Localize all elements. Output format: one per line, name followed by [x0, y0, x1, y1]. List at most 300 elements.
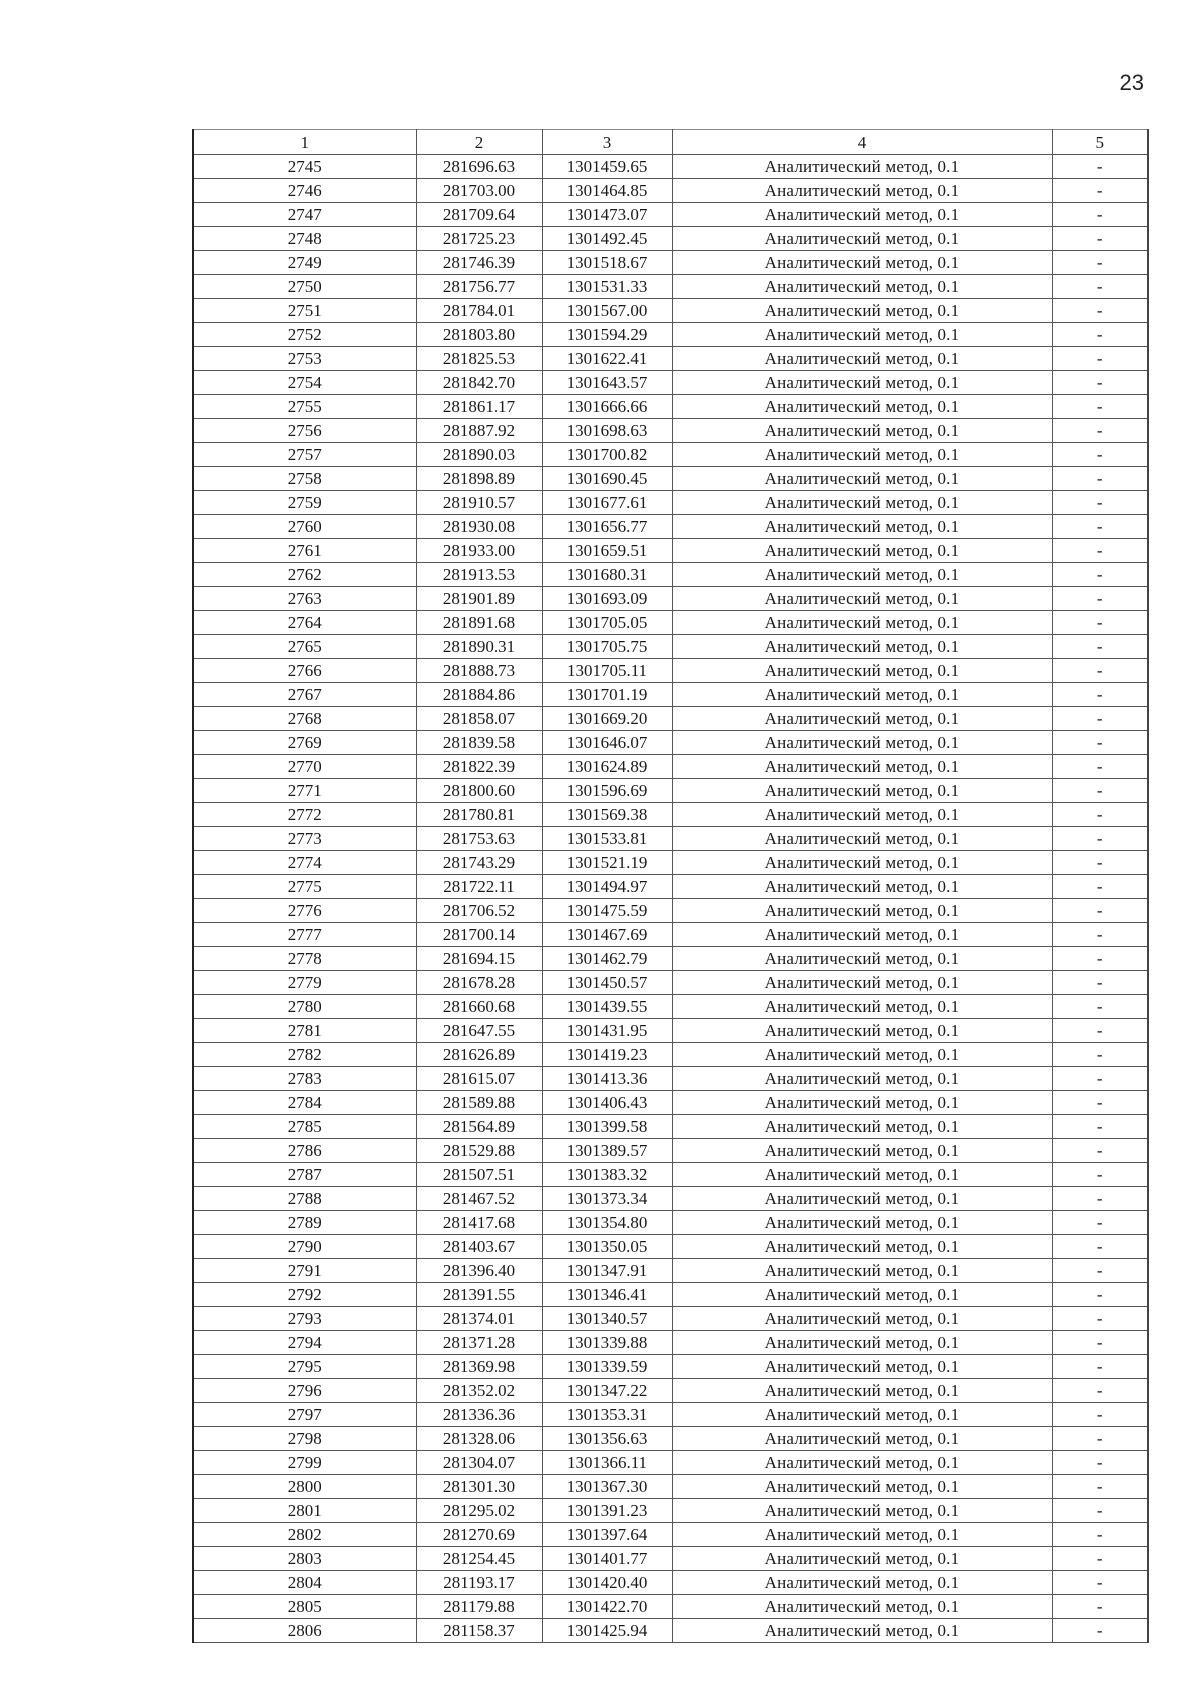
y-coordinate-cell: 1301413.36 [542, 1067, 672, 1091]
method-accuracy-cell: Аналитический метод, 0.1 [672, 683, 1052, 707]
note-cell: - [1052, 1235, 1147, 1259]
table-row [194, 1115, 1147, 1139]
y-coordinate-cell: 1301473.07 [542, 203, 672, 227]
table-row [194, 395, 1147, 419]
y-coordinate-cell: 1301356.63 [542, 1427, 672, 1451]
point-number-cell: 2795 [194, 1355, 416, 1379]
point-number-cell: 2802 [194, 1523, 416, 1547]
method-accuracy-cell: Аналитический метод, 0.1 [672, 1163, 1052, 1187]
note-cell: - [1052, 1523, 1147, 1547]
table-row [194, 323, 1147, 347]
x-coordinate-cell: 281887.92 [416, 419, 542, 443]
method-accuracy-cell: Аналитический метод, 0.1 [672, 227, 1052, 251]
method-accuracy-cell: Аналитический метод, 0.1 [672, 1115, 1052, 1139]
note-cell: - [1052, 275, 1147, 299]
note-cell: - [1052, 1067, 1147, 1091]
point-number-cell: 2794 [194, 1331, 416, 1355]
table-row [194, 899, 1147, 923]
y-coordinate-cell: 1301705.05 [542, 611, 672, 635]
x-coordinate-cell: 281910.57 [416, 491, 542, 515]
table-row [194, 539, 1147, 563]
table-row [194, 803, 1147, 827]
point-number-cell: 2805 [194, 1595, 416, 1619]
table-row [194, 659, 1147, 683]
y-coordinate-cell: 1301624.89 [542, 755, 672, 779]
y-coordinate-cell: 1301399.58 [542, 1115, 672, 1139]
x-coordinate-cell: 281891.68 [416, 611, 542, 635]
y-coordinate-cell: 1301594.29 [542, 323, 672, 347]
x-coordinate-cell: 281753.63 [416, 827, 542, 851]
method-accuracy-cell: Аналитический метод, 0.1 [672, 611, 1052, 635]
method-accuracy-cell: Аналитический метод, 0.1 [672, 515, 1052, 539]
method-accuracy-cell: Аналитический метод, 0.1 [672, 203, 1052, 227]
point-number-cell: 2787 [194, 1163, 416, 1187]
table-row [194, 755, 1147, 779]
point-number-cell: 2749 [194, 251, 416, 275]
table-row [194, 1091, 1147, 1115]
x-coordinate-cell: 281336.36 [416, 1403, 542, 1427]
x-coordinate-cell: 281371.28 [416, 1331, 542, 1355]
method-accuracy-cell: Аналитический метод, 0.1 [672, 563, 1052, 587]
method-accuracy-cell: Аналитический метод, 0.1 [672, 1091, 1052, 1115]
table-row [194, 563, 1147, 587]
table-row [194, 1067, 1147, 1091]
note-cell: - [1052, 323, 1147, 347]
point-number-cell: 2783 [194, 1067, 416, 1091]
x-coordinate-cell: 281158.37 [416, 1619, 542, 1643]
note-cell: - [1052, 347, 1147, 371]
x-coordinate-cell: 281709.64 [416, 203, 542, 227]
note-cell: - [1052, 899, 1147, 923]
x-coordinate-cell: 281589.88 [416, 1091, 542, 1115]
y-coordinate-cell: 1301680.31 [542, 563, 672, 587]
method-accuracy-cell: Аналитический метод, 0.1 [672, 1067, 1052, 1091]
table-row [194, 851, 1147, 875]
x-coordinate-cell: 281626.89 [416, 1043, 542, 1067]
x-coordinate-cell: 281678.28 [416, 971, 542, 995]
x-coordinate-cell: 281933.00 [416, 539, 542, 563]
table-row [194, 1187, 1147, 1211]
y-coordinate-cell: 1301475.59 [542, 899, 672, 923]
point-number-cell: 2780 [194, 995, 416, 1019]
column-header-2: 2 [416, 130, 542, 155]
y-coordinate-cell: 1301367.30 [542, 1475, 672, 1499]
note-cell: - [1052, 803, 1147, 827]
y-coordinate-cell: 1301397.64 [542, 1523, 672, 1547]
table-row [194, 947, 1147, 971]
table-row [194, 683, 1147, 707]
point-number-cell: 2776 [194, 899, 416, 923]
note-cell: - [1052, 1211, 1147, 1235]
column-header-4: 4 [672, 130, 1052, 155]
table-row [194, 1283, 1147, 1307]
x-coordinate-cell: 281700.14 [416, 923, 542, 947]
x-coordinate-cell: 281179.88 [416, 1595, 542, 1619]
table-row [194, 1043, 1147, 1067]
method-accuracy-cell: Аналитический метод, 0.1 [672, 395, 1052, 419]
table-row [194, 155, 1147, 179]
x-coordinate-cell: 281304.07 [416, 1451, 542, 1475]
method-accuracy-cell: Аналитический метод, 0.1 [672, 659, 1052, 683]
method-accuracy-cell: Аналитический метод, 0.1 [672, 1619, 1052, 1643]
coordinates-table [194, 129, 1147, 1643]
point-number-cell: 2801 [194, 1499, 416, 1523]
column-header-3: 3 [542, 130, 672, 155]
y-coordinate-cell: 1301533.81 [542, 827, 672, 851]
y-coordinate-cell: 1301693.09 [542, 587, 672, 611]
method-accuracy-cell: Аналитический метод, 0.1 [672, 347, 1052, 371]
point-number-cell: 2782 [194, 1043, 416, 1067]
point-number-cell: 2791 [194, 1259, 416, 1283]
note-cell: - [1052, 707, 1147, 731]
x-coordinate-cell: 281930.08 [416, 515, 542, 539]
x-coordinate-cell: 281706.52 [416, 899, 542, 923]
table-row [194, 1475, 1147, 1499]
point-number-cell: 2790 [194, 1235, 416, 1259]
point-number-cell: 2754 [194, 371, 416, 395]
table-row [194, 1595, 1147, 1619]
y-coordinate-cell: 1301521.19 [542, 851, 672, 875]
method-accuracy-cell: Аналитический метод, 0.1 [672, 179, 1052, 203]
point-number-cell: 2781 [194, 1019, 416, 1043]
table-row [194, 1355, 1147, 1379]
y-coordinate-cell: 1301467.69 [542, 923, 672, 947]
y-coordinate-cell: 1301339.88 [542, 1331, 672, 1355]
table-row [194, 1235, 1147, 1259]
y-coordinate-cell: 1301669.20 [542, 707, 672, 731]
method-accuracy-cell: Аналитический метод, 0.1 [672, 371, 1052, 395]
x-coordinate-cell: 281901.89 [416, 587, 542, 611]
table-row [194, 707, 1147, 731]
table-row [194, 1427, 1147, 1451]
x-coordinate-cell: 281842.70 [416, 371, 542, 395]
note-cell: - [1052, 1619, 1147, 1643]
table-row [194, 995, 1147, 1019]
note-cell: - [1052, 1115, 1147, 1139]
note-cell: - [1052, 1259, 1147, 1283]
x-coordinate-cell: 281800.60 [416, 779, 542, 803]
x-coordinate-cell: 281822.39 [416, 755, 542, 779]
table-row [194, 1499, 1147, 1523]
table-row [194, 611, 1147, 635]
y-coordinate-cell: 1301518.67 [542, 251, 672, 275]
y-coordinate-cell: 1301422.70 [542, 1595, 672, 1619]
x-coordinate-cell: 281746.39 [416, 251, 542, 275]
method-accuracy-cell: Аналитический метод, 0.1 [672, 155, 1052, 179]
note-cell: - [1052, 227, 1147, 251]
x-coordinate-cell: 281396.40 [416, 1259, 542, 1283]
point-number-cell: 2769 [194, 731, 416, 755]
y-coordinate-cell: 1301656.77 [542, 515, 672, 539]
note-cell: - [1052, 779, 1147, 803]
note-cell: - [1052, 635, 1147, 659]
y-coordinate-cell: 1301677.61 [542, 491, 672, 515]
point-number-cell: 2778 [194, 947, 416, 971]
point-number-cell: 2774 [194, 851, 416, 875]
point-number-cell: 2755 [194, 395, 416, 419]
table-row [194, 971, 1147, 995]
table-row [194, 347, 1147, 371]
note-cell: - [1052, 539, 1147, 563]
x-coordinate-cell: 281784.01 [416, 299, 542, 323]
note-cell: - [1052, 515, 1147, 539]
x-coordinate-cell: 281725.23 [416, 227, 542, 251]
y-coordinate-cell: 1301347.91 [542, 1259, 672, 1283]
point-number-cell: 2786 [194, 1139, 416, 1163]
point-number-cell: 2772 [194, 803, 416, 827]
point-number-cell: 2777 [194, 923, 416, 947]
method-accuracy-cell: Аналитический метод, 0.1 [672, 1235, 1052, 1259]
x-coordinate-cell: 281858.07 [416, 707, 542, 731]
coordinates-table-container [192, 129, 1149, 1643]
note-cell: - [1052, 995, 1147, 1019]
point-number-cell: 2768 [194, 707, 416, 731]
y-coordinate-cell: 1301431.95 [542, 1019, 672, 1043]
y-coordinate-cell: 1301347.22 [542, 1379, 672, 1403]
column-header-5: 5 [1052, 130, 1147, 155]
note-cell: - [1052, 491, 1147, 515]
y-coordinate-cell: 1301567.00 [542, 299, 672, 323]
table-row [194, 779, 1147, 803]
table-row [194, 1139, 1147, 1163]
y-coordinate-cell: 1301401.77 [542, 1547, 672, 1571]
method-accuracy-cell: Аналитический метод, 0.1 [672, 1139, 1052, 1163]
note-cell: - [1052, 1091, 1147, 1115]
x-coordinate-cell: 281352.02 [416, 1379, 542, 1403]
x-coordinate-cell: 281890.31 [416, 635, 542, 659]
y-coordinate-cell: 1301464.85 [542, 179, 672, 203]
method-accuracy-cell: Аналитический метод, 0.1 [672, 899, 1052, 923]
table-row [194, 731, 1147, 755]
y-coordinate-cell: 1301622.41 [542, 347, 672, 371]
table-row [194, 515, 1147, 539]
x-coordinate-cell: 281660.68 [416, 995, 542, 1019]
y-coordinate-cell: 1301425.94 [542, 1619, 672, 1643]
x-coordinate-cell: 281703.00 [416, 179, 542, 203]
y-coordinate-cell: 1301531.33 [542, 275, 672, 299]
x-coordinate-cell: 281803.80 [416, 323, 542, 347]
note-cell: - [1052, 419, 1147, 443]
method-accuracy-cell: Аналитический метод, 0.1 [672, 1475, 1052, 1499]
x-coordinate-cell: 281884.86 [416, 683, 542, 707]
table-row [194, 587, 1147, 611]
note-cell: - [1052, 1547, 1147, 1571]
point-number-cell: 2797 [194, 1403, 416, 1427]
table-row [194, 203, 1147, 227]
note-cell: - [1052, 1379, 1147, 1403]
table-row [194, 1547, 1147, 1571]
point-number-cell: 2764 [194, 611, 416, 635]
x-coordinate-cell: 281529.88 [416, 1139, 542, 1163]
note-cell: - [1052, 875, 1147, 899]
point-number-cell: 2804 [194, 1571, 416, 1595]
method-accuracy-cell: Аналитический метод, 0.1 [672, 323, 1052, 347]
method-accuracy-cell: Аналитический метод, 0.1 [672, 1523, 1052, 1547]
method-accuracy-cell: Аналитический метод, 0.1 [672, 803, 1052, 827]
method-accuracy-cell: Аналитический метод, 0.1 [672, 1595, 1052, 1619]
note-cell: - [1052, 155, 1147, 179]
table-row [194, 1259, 1147, 1283]
note-cell: - [1052, 1307, 1147, 1331]
x-coordinate-cell: 281722.11 [416, 875, 542, 899]
point-number-cell: 2796 [194, 1379, 416, 1403]
table-row [194, 467, 1147, 491]
note-cell: - [1052, 1331, 1147, 1355]
note-cell: - [1052, 1499, 1147, 1523]
x-coordinate-cell: 281507.51 [416, 1163, 542, 1187]
note-cell: - [1052, 1475, 1147, 1499]
note-cell: - [1052, 1019, 1147, 1043]
table-header-row [194, 130, 1147, 155]
y-coordinate-cell: 1301373.34 [542, 1187, 672, 1211]
note-cell: - [1052, 827, 1147, 851]
note-cell: - [1052, 731, 1147, 755]
method-accuracy-cell: Аналитический метод, 0.1 [672, 947, 1052, 971]
x-coordinate-cell: 281254.45 [416, 1547, 542, 1571]
x-coordinate-cell: 281295.02 [416, 1499, 542, 1523]
x-coordinate-cell: 281391.55 [416, 1283, 542, 1307]
table-row [194, 371, 1147, 395]
note-cell: - [1052, 1139, 1147, 1163]
y-coordinate-cell: 1301339.59 [542, 1355, 672, 1379]
note-cell: - [1052, 683, 1147, 707]
method-accuracy-cell: Аналитический метод, 0.1 [672, 491, 1052, 515]
point-number-cell: 2759 [194, 491, 416, 515]
note-cell: - [1052, 1187, 1147, 1211]
note-cell: - [1052, 1403, 1147, 1427]
method-accuracy-cell: Аналитический метод, 0.1 [672, 779, 1052, 803]
table-row [194, 1163, 1147, 1187]
method-accuracy-cell: Аналитический метод, 0.1 [672, 707, 1052, 731]
method-accuracy-cell: Аналитический метод, 0.1 [672, 467, 1052, 491]
y-coordinate-cell: 1301450.57 [542, 971, 672, 995]
x-coordinate-cell: 281328.06 [416, 1427, 542, 1451]
point-number-cell: 2788 [194, 1187, 416, 1211]
note-cell: - [1052, 923, 1147, 947]
y-coordinate-cell: 1301419.23 [542, 1043, 672, 1067]
method-accuracy-cell: Аналитический метод, 0.1 [672, 923, 1052, 947]
y-coordinate-cell: 1301643.57 [542, 371, 672, 395]
y-coordinate-cell: 1301646.07 [542, 731, 672, 755]
y-coordinate-cell: 1301353.31 [542, 1403, 672, 1427]
method-accuracy-cell: Аналитический метод, 0.1 [672, 1499, 1052, 1523]
x-coordinate-cell: 281825.53 [416, 347, 542, 371]
y-coordinate-cell: 1301350.05 [542, 1235, 672, 1259]
point-number-cell: 2793 [194, 1307, 416, 1331]
note-cell: - [1052, 203, 1147, 227]
point-number-cell: 2775 [194, 875, 416, 899]
y-coordinate-cell: 1301700.82 [542, 443, 672, 467]
y-coordinate-cell: 1301701.19 [542, 683, 672, 707]
table-row [194, 227, 1147, 251]
note-cell: - [1052, 611, 1147, 635]
note-cell: - [1052, 971, 1147, 995]
table-row [194, 179, 1147, 203]
x-coordinate-cell: 281888.73 [416, 659, 542, 683]
point-number-cell: 2800 [194, 1475, 416, 1499]
method-accuracy-cell: Аналитический метод, 0.1 [672, 275, 1052, 299]
x-coordinate-cell: 281898.89 [416, 467, 542, 491]
y-coordinate-cell: 1301459.65 [542, 155, 672, 179]
method-accuracy-cell: Аналитический метод, 0.1 [672, 1331, 1052, 1355]
page-number: 23 [1119, 70, 1144, 95]
note-cell: - [1052, 371, 1147, 395]
point-number-cell: 2806 [194, 1619, 416, 1643]
note-cell: - [1052, 1451, 1147, 1475]
y-coordinate-cell: 1301705.75 [542, 635, 672, 659]
point-number-cell: 2753 [194, 347, 416, 371]
method-accuracy-cell: Аналитический метод, 0.1 [672, 1547, 1052, 1571]
y-coordinate-cell: 1301596.69 [542, 779, 672, 803]
method-accuracy-cell: Аналитический метод, 0.1 [672, 1259, 1052, 1283]
method-accuracy-cell: Аналитический метод, 0.1 [672, 827, 1052, 851]
x-coordinate-cell: 281780.81 [416, 803, 542, 827]
y-coordinate-cell: 1301492.45 [542, 227, 672, 251]
table-row [194, 875, 1147, 899]
note-cell: - [1052, 1427, 1147, 1451]
point-number-cell: 2767 [194, 683, 416, 707]
method-accuracy-cell: Аналитический метод, 0.1 [672, 635, 1052, 659]
method-accuracy-cell: Аналитический метод, 0.1 [672, 1211, 1052, 1235]
point-number-cell: 2748 [194, 227, 416, 251]
y-coordinate-cell: 1301346.41 [542, 1283, 672, 1307]
x-coordinate-cell: 281756.77 [416, 275, 542, 299]
table-body [194, 155, 1147, 1643]
x-coordinate-cell: 281647.55 [416, 1019, 542, 1043]
table-row [194, 1619, 1147, 1643]
x-coordinate-cell: 281417.68 [416, 1211, 542, 1235]
x-coordinate-cell: 281890.03 [416, 443, 542, 467]
point-number-cell: 2747 [194, 203, 416, 227]
table-row [194, 1211, 1147, 1235]
x-coordinate-cell: 281301.30 [416, 1475, 542, 1499]
point-number-cell: 2771 [194, 779, 416, 803]
note-cell: - [1052, 947, 1147, 971]
point-number-cell: 2750 [194, 275, 416, 299]
y-coordinate-cell: 1301406.43 [542, 1091, 672, 1115]
method-accuracy-cell: Аналитический метод, 0.1 [672, 971, 1052, 995]
y-coordinate-cell: 1301698.63 [542, 419, 672, 443]
note-cell: - [1052, 395, 1147, 419]
x-coordinate-cell: 281403.67 [416, 1235, 542, 1259]
table-row [194, 1019, 1147, 1043]
x-coordinate-cell: 281743.29 [416, 851, 542, 875]
y-coordinate-cell: 1301569.38 [542, 803, 672, 827]
x-coordinate-cell: 281270.69 [416, 1523, 542, 1547]
note-cell: - [1052, 851, 1147, 875]
x-coordinate-cell: 281861.17 [416, 395, 542, 419]
point-number-cell: 2762 [194, 563, 416, 587]
table-row [194, 1307, 1147, 1331]
note-cell: - [1052, 467, 1147, 491]
point-number-cell: 2779 [194, 971, 416, 995]
y-coordinate-cell: 1301340.57 [542, 1307, 672, 1331]
table-row [194, 419, 1147, 443]
method-accuracy-cell: Аналитический метод, 0.1 [672, 1043, 1052, 1067]
method-accuracy-cell: Аналитический метод, 0.1 [672, 1283, 1052, 1307]
point-number-cell: 2765 [194, 635, 416, 659]
point-number-cell: 2785 [194, 1115, 416, 1139]
point-number-cell: 2784 [194, 1091, 416, 1115]
method-accuracy-cell: Аналитический метод, 0.1 [672, 299, 1052, 323]
note-cell: - [1052, 1043, 1147, 1067]
method-accuracy-cell: Аналитический метод, 0.1 [672, 1019, 1052, 1043]
note-cell: - [1052, 1283, 1147, 1307]
method-accuracy-cell: Аналитический метод, 0.1 [672, 851, 1052, 875]
point-number-cell: 2770 [194, 755, 416, 779]
note-cell: - [1052, 443, 1147, 467]
method-accuracy-cell: Аналитический метод, 0.1 [672, 1379, 1052, 1403]
